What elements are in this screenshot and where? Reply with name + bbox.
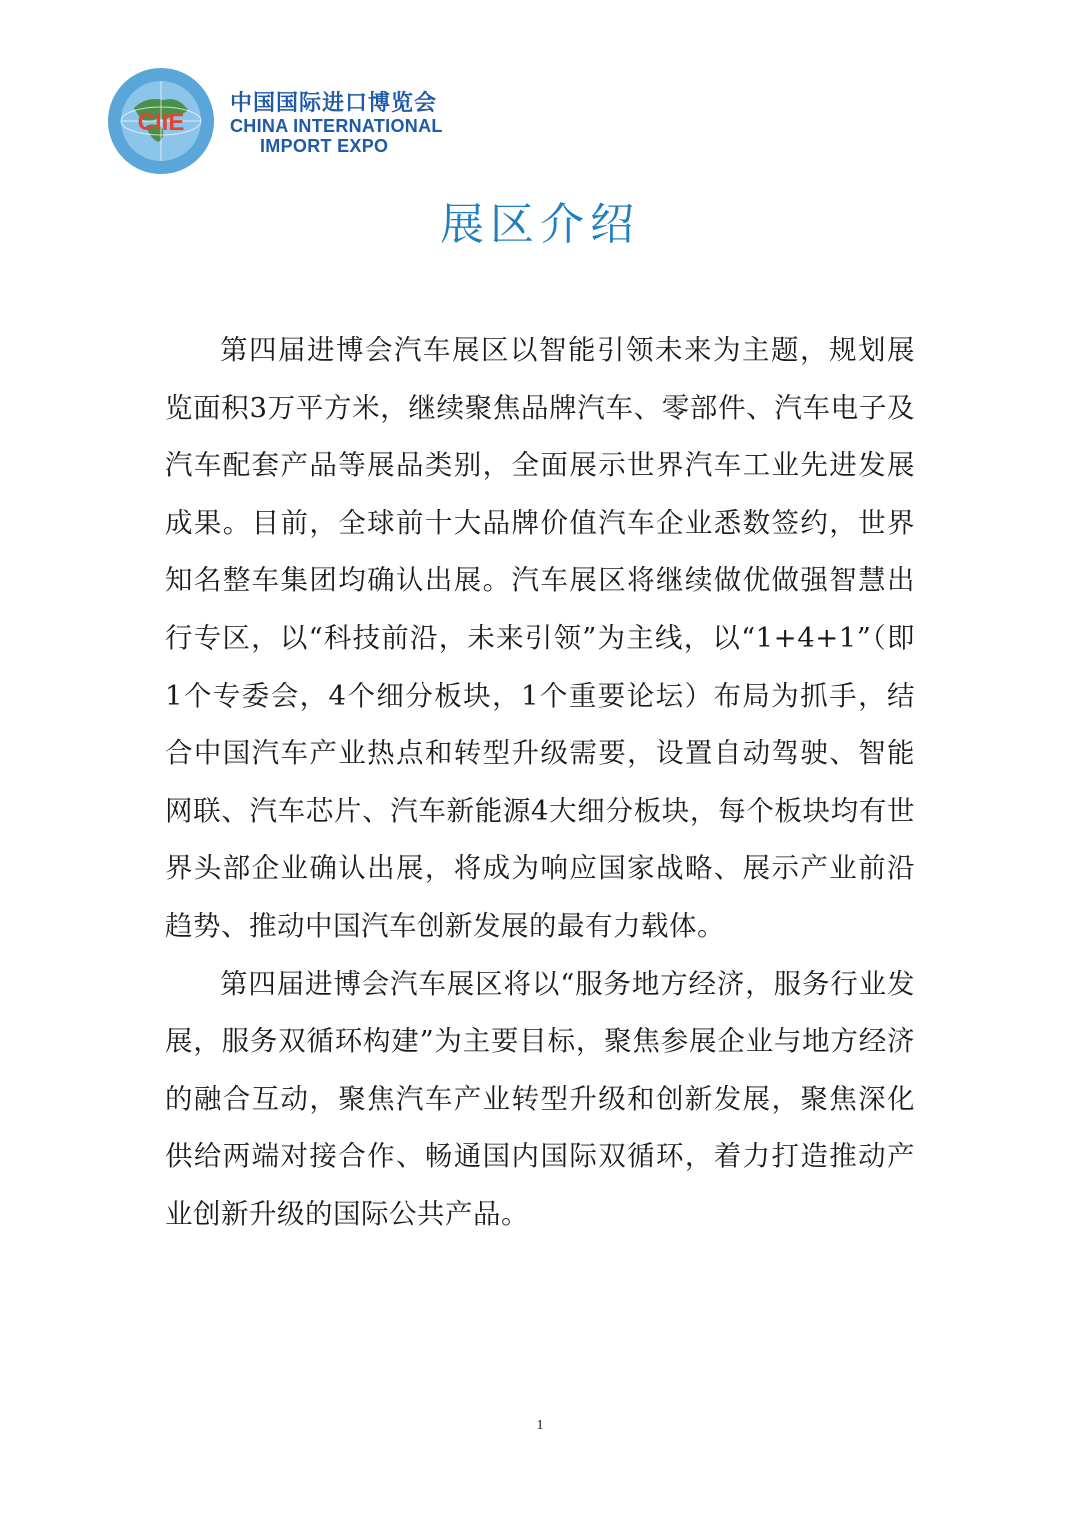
- organization-name-en-line2: IMPORT EXPO: [260, 136, 389, 156]
- paragraph-2: 第四届进博会汽车展区将以“服务地方经济，服务行业发展，服务双循环构建”为主要目标，聚焦参展企业与地方经济的融合互动，聚焦汽车产业转型升级和创新发展，聚焦深化供给两端对接合作、畅通国内国际双循环，着力打造推动产业创新升级的国际公共产品。: [165, 967, 915, 1230]
- organization-name-cn: 中国国际进口博览会: [230, 91, 438, 116]
- body-text: [165, 322, 915, 1244]
- organization-name-en-line1: CHINA INTERNATIONAL: [230, 116, 443, 136]
- ciie-header: [106, 66, 526, 176]
- emblem-text: CIIE: [137, 109, 185, 136]
- ciie-logo-emblem: [106, 66, 216, 176]
- paragraph-1: 第四届进博会汽车展区以智能引领未来为主题，规划展览面积3万平方米，继续聚焦品牌汽车、零部件、汽车电子及汽车配套产品等展品类别，全面展示世界汽车工业先进发展成果。目前，全球前十大品牌价值汽车企业悉数签约，世界知名整车集团均确认出展。汽车展区将继续做优做强智慧出行专区，以“科技前沿，未来引领”为主线，以“1+4+1”（即1个专委会，4个细分板块，1个重要论坛）布局为抓手，结合中国汽车产业热点和转型升级需要，设置自动驾驶、智能网联、汽车芯片、汽车新能源4大细分板块，每个板块均有世界头部企业确认出展，将成为响应国家战略、展示产业前沿趋势、推动中国汽车创新发展的最有力载体。: [165, 334, 915, 942]
- page-title: 展区介绍: [440, 199, 640, 250]
- page-number: 1: [536, 1418, 544, 1433]
